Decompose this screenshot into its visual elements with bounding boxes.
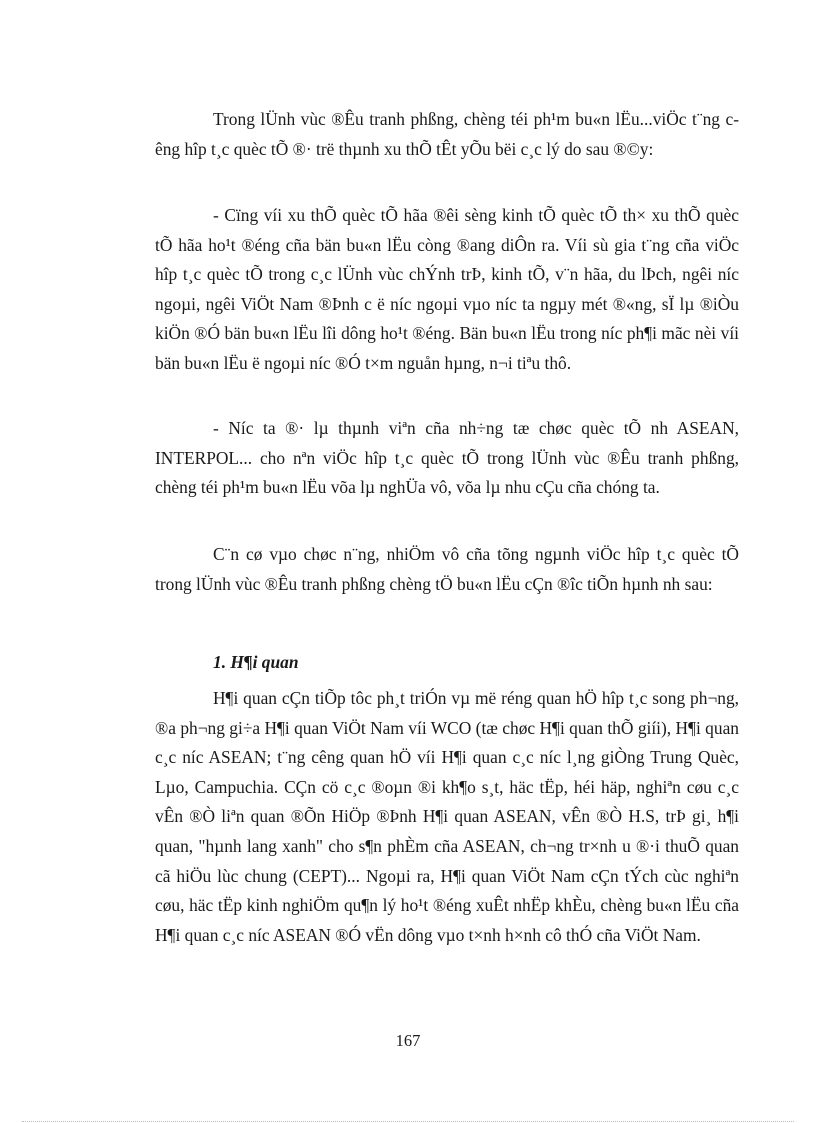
paragraph-cooperation-basis: C¨n cø vµo chøc n¨ng, nhiÖm vô cña tõng ngµnh viÖc hîp t¸c quèc tÕ trong lÜnh vùc ®Êu tranh phßng chèng tÖ bu«n lËu cÇn ®îc tiÕn hµnh nh sau: [155,544,739,594]
paragraph-membership: - Níc ta ®· lµ thµnh viªn cña nh÷ng tæ chøc quèc tÕ nh ASEAN, INTERPOL... cho nªn viÖc hîp t¸c quèc tÕ trong lÜnh vùc ®Êu tranh phßng, chèng téi ph¹m bu«n lËu võa lµ nghÜa vô, võa lµ nhu cÇu cña chóng ta. [155,418,739,498]
paragraph-intro: Trong lÜnh vùc ®Êu tranh phßng, chèng téi ph¹m bu«n lËu...viÖc t¨ng cêng hîp t¸c quèc tÕ ®· trë thµnh xu thÕ tÊt yÕu bëi c¸c lý do sau ®©y: [155,109,739,159]
page-bottom-divider [22,1121,794,1122]
page-number: 167 [395,1031,421,1050]
paragraph-globalization: - Cïng víi xu thÕ quèc tÕ hãa ®êi sèng kinh tÕ quèc tÕ th× xu thÕ quèc tÕ hãa ho¹t ®éng cña bän bu«n lËu còng ®ang diÔn ra. Víi sù gia t¨ng cña viÖc hîp t¸c quèc tÕ trong c¸c lÜnh vùc chÝnh trÞ, kinh tÕ, v¨n hãa, du lÞch, ngêi níc ngoµi, ngêi ViÖt Nam ®Þnh c ë níc ngoµi vµo níc ta ngµy mét ®«ng, sÏ lµ ®iÒu kiÖn ®Ó bän bu«n lËu lîi dông ho¹t ®éng. Bän bu«n lËu trong níc ph¶i mãc nèi víi bän bu«n lËu ë ngoµi níc ®Ó t×m nguån hµng, n¬i tiªu thô. [155,205,739,373]
section-heading: 1. H¶i quan [213,652,299,672]
paragraph-customs: H¶i quan cÇn tiÕp tôc ph¸t triÓn vµ më réng quan hÖ hîp t¸c song ph¬ng, ®a ph¬ng gi÷a H¶i quan ViÖt Nam víi WCO (tæ chøc H¶i quan thÕ giíi), H¶i quan c¸c níc ASEAN; t¨ng cêng quan hÖ víi H¶i quan c¸c níc l¸ng giÒng Trung Quèc, Lµo, Campuchia. CÇn cö c¸c ®oµn ®i kh¶o s¸t, häc tËp, héi häp, nghiªn cøu c¸c vÊn ®Ò liªn quan ®Õn HiÖp ®Þnh H¶i quan ASEAN, vÊn ®Ò H.S, trÞ gi¸ h¶i quan, "hµnh lang xanh" cho s¶n phÈm cña ASEAN, ch¬ng tr×nh u ®·i thuÕ quan cã hiÖu lùc chung (CEPT)... Ngoµi ra, H¶i quan ViÖt Nam cÇn tÝch cùc nghiªn cøu, häc tËp kinh nghiÖm qu¶n lý ho¹t ®éng xuÊt nhËp khÈu, chèng bu«n lËu cña H¶i quan c¸c níc ASEAN ®Ó vËn dông vµo t×nh h×nh cô thÓ cña ViÖt Nam. [155,688,739,945]
